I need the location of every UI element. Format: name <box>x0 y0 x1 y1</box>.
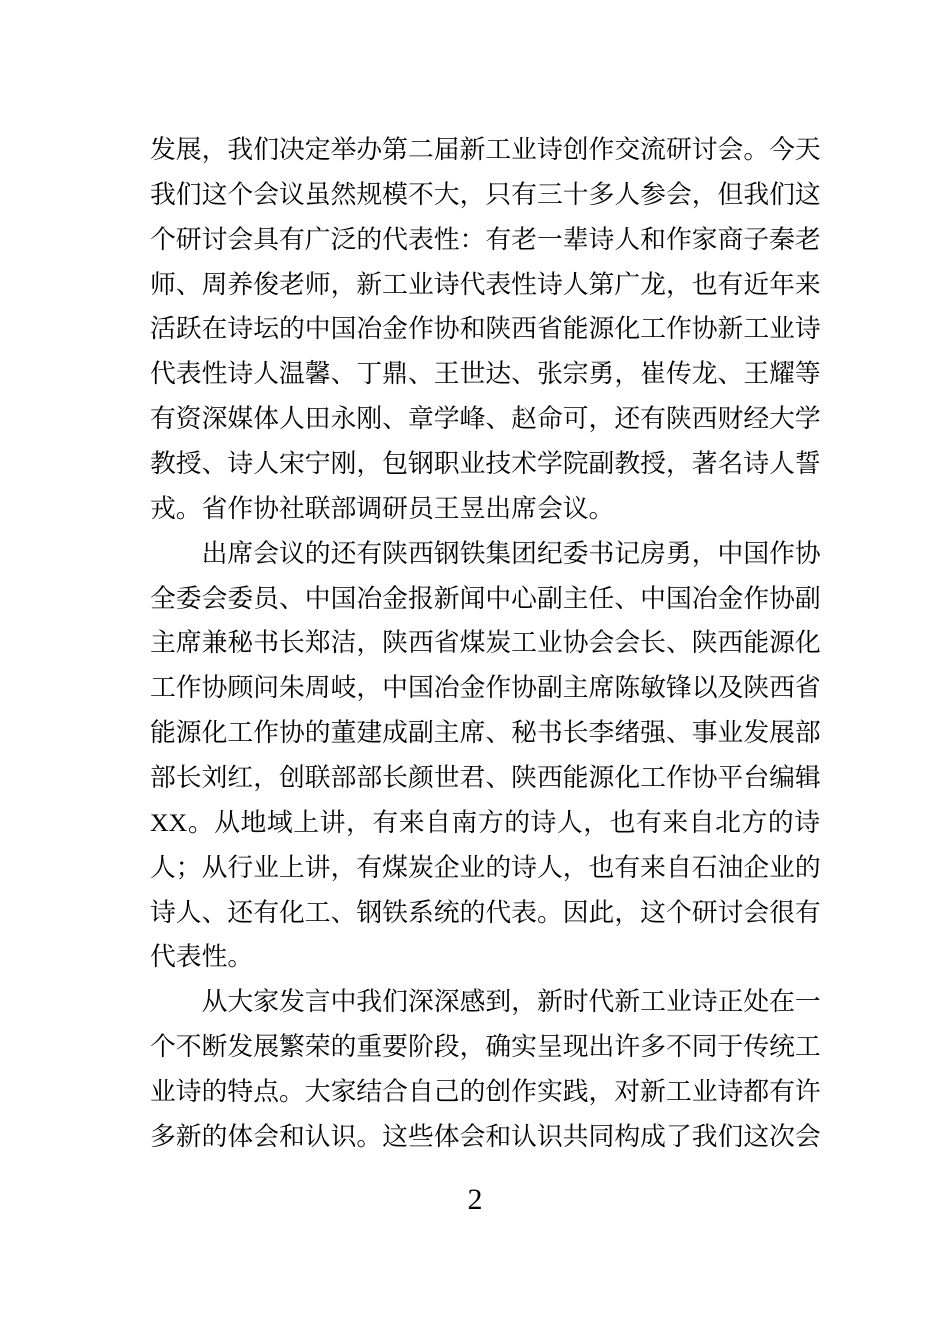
text-line: 教授、诗人宋宁刚，包钢职业技术学院副教授，著名诗人誓 <box>150 449 821 479</box>
text-line: 活跃在诗坛的中国冶金作协和陕西省能源化工作协新工业诗 <box>150 314 821 344</box>
paragraph <box>150 532 820 981</box>
text-line: 诗人、还有化工、钢铁系统的代表。因此，这个研讨会很有 <box>150 897 821 927</box>
text-line: XX。从地域上讲，有来自南方的诗人，也有来自北方的诗 <box>150 807 820 837</box>
text-line: 人；从行业上讲，有煤炭企业的诗人，也有来自石油企业的 <box>150 852 821 882</box>
text-line: 师、周养俊老师，新工业诗代表性诗人第广龙，也有近年来 <box>150 269 821 299</box>
text-line: 工作协顾问朱周岐，中国冶金作协副主席陈敏锋以及陕西省 <box>150 673 821 703</box>
text-line: 主席兼秘书长郑洁，陕西省煤炭工业协会会长、陕西能源化 <box>150 628 821 658</box>
paragraph <box>150 128 820 532</box>
page-number: 2 <box>467 1183 483 1216</box>
text-line: 出席会议的还有陕西钢铁集团纪委书记房勇，中国作协 <box>201 538 821 568</box>
text-line: 代表性诗人温馨、丁鼎、王世达、张宗勇，崔传龙、王耀等 <box>150 359 821 389</box>
text-line: 从大家发言中我们深深感到，新时代新工业诗正处在一 <box>201 987 821 1017</box>
text-line: 多新的体会和认识。这些体会和认识共同构成了我们这次会 <box>150 1121 821 1151</box>
text-line: 业诗的特点。大家结合自己的创作实践，对新工业诗都有许 <box>150 1077 821 1107</box>
text-line: 个研讨会具有广泛的代表性：有老一辈诗人和作家商子秦老 <box>150 224 821 254</box>
text-line: 个不断发展繁荣的重要阶段，确实呈现出许多不同于传统工 <box>150 1032 821 1062</box>
text-line: 全委会委员、中国冶金报新闻中心副主任、中国冶金作协副 <box>150 583 821 613</box>
text-line: 发展，我们决定举办第二届新工业诗创作交流研讨会。今天 <box>150 135 821 164</box>
text-line: 能源化工作协的董建成副主席、秘书长李绪强、事业发展部 <box>150 718 821 748</box>
text-line: 有资深媒体人田永刚、章学峰、赵命可，还有陕西财经大学 <box>150 404 821 434</box>
paragraph <box>150 980 820 1159</box>
text-line: 代表性。 <box>150 942 254 972</box>
text-line: 戎。省作协社联部调研员王昱出席会议。 <box>150 493 615 523</box>
document-body <box>150 128 820 1160</box>
text-line: 我们这个会议虽然规模不大，只有三十多人参会，但我们这 <box>150 179 821 209</box>
text-line: 部长刘红，创联部部长颜世君、陕西能源化工作协平台编辑 <box>150 763 821 793</box>
